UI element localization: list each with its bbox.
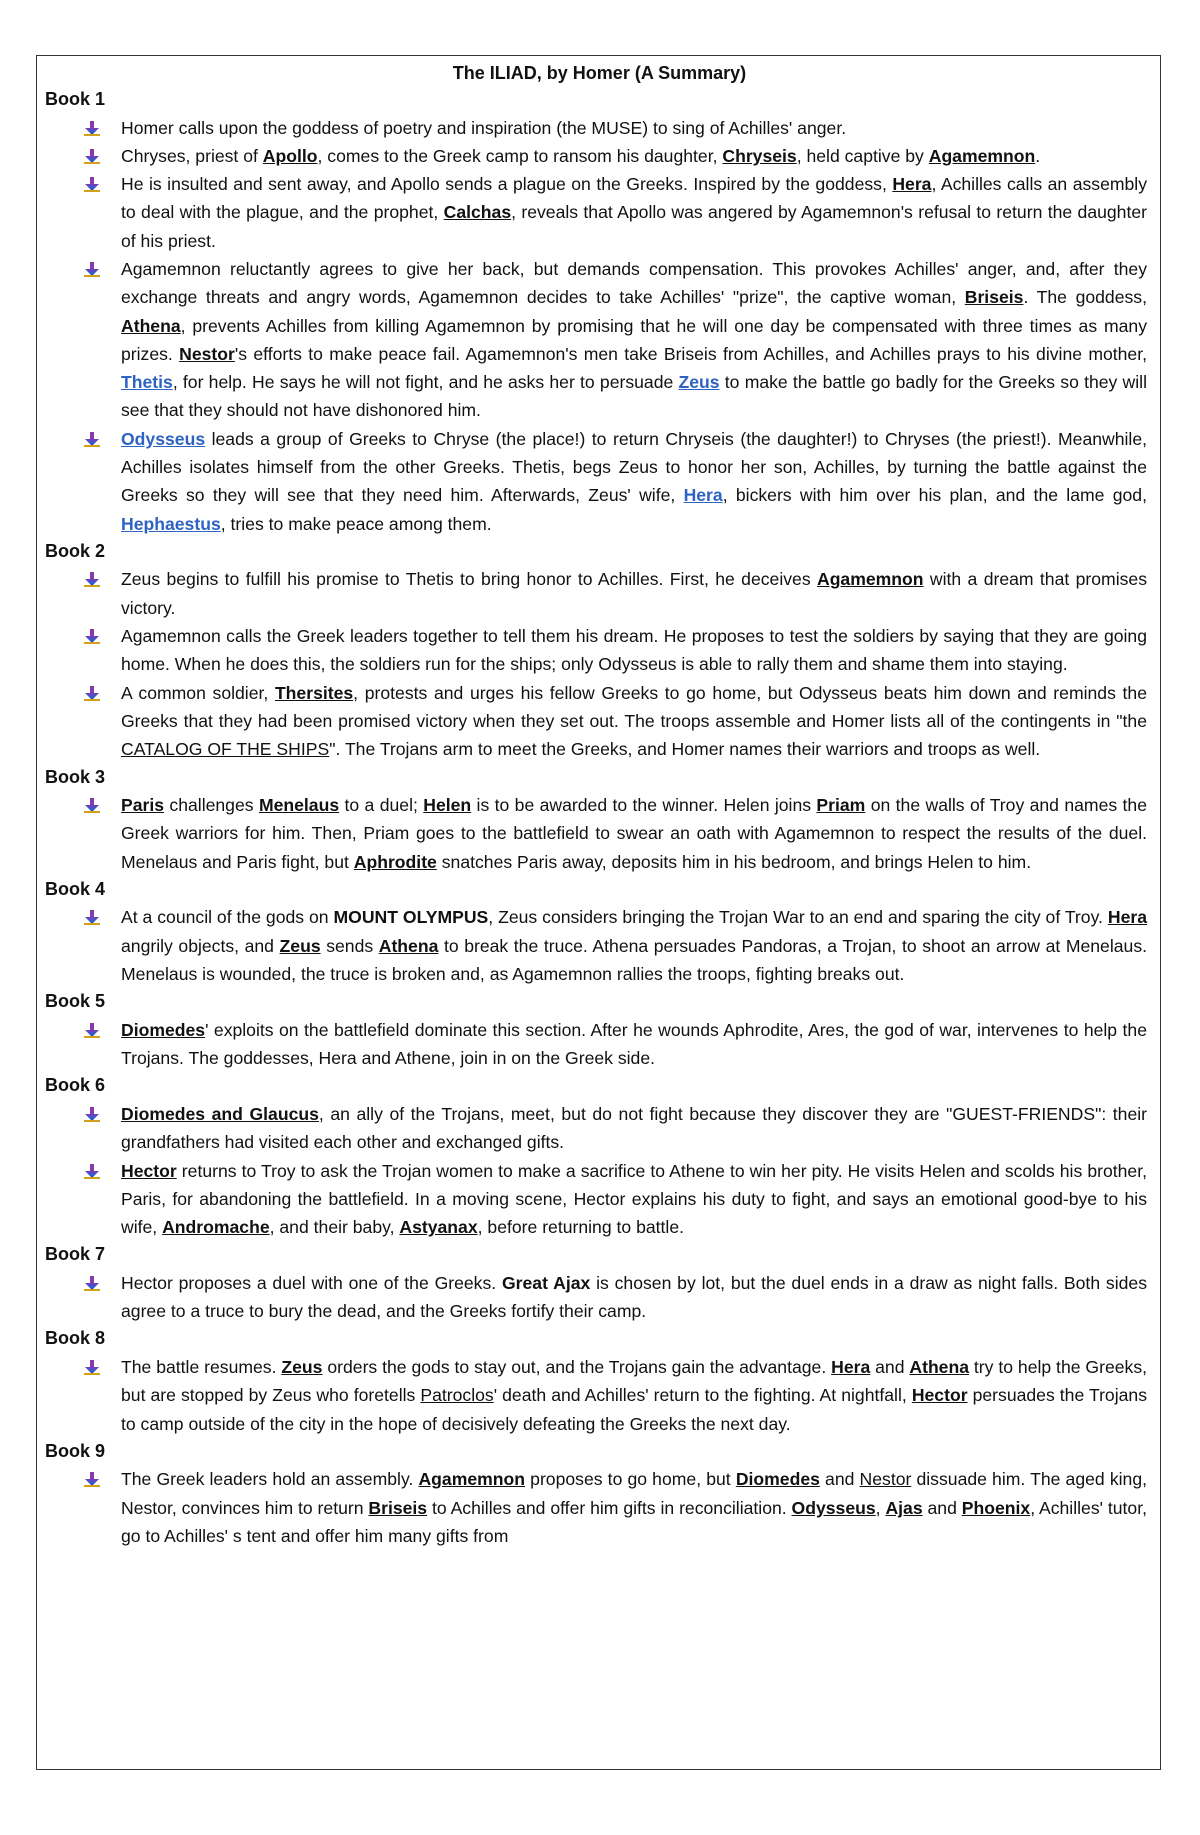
text-run: returns to Troy to ask the Trojan women to make a sacrifice to Athene to win her pity. He visits Helen and scolds his brother, Paris, for abandoning the battlefield. In a moving scene, Hector explains his duty to fight, and says an emotional good-bye to his wife, bbox=[121, 1160, 1147, 1238]
text-run: The Greek leaders hold an assembly. bbox=[121, 1469, 419, 1490]
name-link[interactable]: Zeus bbox=[279, 935, 321, 956]
arrow-down-bullet-icon bbox=[83, 797, 101, 813]
name-link[interactable]: Hector bbox=[911, 1385, 968, 1406]
text-run: and bbox=[922, 1497, 962, 1518]
name-link[interactable]: Agamemnon bbox=[928, 145, 1036, 166]
name-link[interactable]: Diomedes bbox=[735, 1469, 820, 1490]
arrow-down-bullet-icon bbox=[83, 1163, 101, 1179]
arrow-down-bullet-icon bbox=[83, 120, 101, 136]
bullet-item bbox=[45, 1269, 1155, 1326]
name-link[interactable]: Diomedes and Glaucus bbox=[121, 1103, 319, 1124]
text-run: snatches Paris away, deposits him in his bedroom, and brings Helen to him. bbox=[436, 851, 1032, 872]
text-run: on the walls of Troy and names the Greek warriors for him. Then, Priam goes to the battlefield to swear an oath with Agamemnon to respect the results of the duel. Menelaus and Paris fight, but bbox=[121, 795, 1147, 872]
name-link[interactable]: Athena bbox=[378, 935, 439, 956]
text-run: , Zeus considers bringing the Trojan War to an end and sparing the city of Troy. bbox=[488, 907, 1108, 928]
text-run: , bickers with him over his plan, and the lame god, bbox=[722, 485, 1147, 506]
text-run: , bbox=[875, 1497, 886, 1518]
text-run: Agamemnon reluctantly agrees to give her back, but demands compensation. This provokes Achilles' anger, and, after they exchange threats and angry words, Agamemnon decides to take Achilles' "prize", the captive woman, bbox=[121, 258, 1147, 308]
arrow-down-bullet-icon bbox=[83, 261, 101, 277]
book-heading: Book 1 bbox=[45, 89, 106, 109]
text-run: Agamemnon calls the Greek leaders together to tell them his dream. He proposes to test the soldiers by saying that they are going home. When he does this, the soldiers run for the ships; only Odysseus is able to rally them and shame them into staying. bbox=[121, 626, 1147, 675]
bullet-item bbox=[45, 1157, 1155, 1242]
arrow-down-bullet-icon bbox=[83, 148, 101, 164]
name-link[interactable]: Phoenix bbox=[961, 1497, 1031, 1518]
bullet-item bbox=[45, 170, 1155, 255]
name-link[interactable]: Aphrodite bbox=[353, 851, 437, 872]
name-link[interactable]: Hera bbox=[831, 1356, 871, 1377]
text-run: challenges bbox=[164, 795, 259, 816]
name-link[interactable]: Athena bbox=[121, 315, 181, 336]
text-run: to break the truce. Athena persuades Pandoras, a Trojan, to shoot an arrow at Menelaus. Menelaus is wounded, the truce is broken and, as Agamemnon rallies the troops, fighting breaks out. bbox=[121, 935, 1147, 985]
text-run: Great Ajax bbox=[501, 1272, 591, 1293]
arrow-down-bullet-icon bbox=[83, 571, 101, 587]
text-run: try to help the Greeks, but are stopped by Zeus who foretells bbox=[121, 1356, 1147, 1406]
text-run: . bbox=[1035, 145, 1041, 166]
name-link[interactable]: Briseis bbox=[368, 1497, 428, 1518]
name-link[interactable]: Agamemnon bbox=[816, 569, 924, 590]
text-run: . The goddess, bbox=[1023, 287, 1147, 308]
name-link[interactable]: Odysseus bbox=[791, 1497, 876, 1518]
arrow-down-bullet-icon bbox=[83, 1471, 101, 1487]
book-heading: Book 5 bbox=[45, 991, 106, 1012]
text-run: , for help. He says he will not fight, and he asks her to persuade bbox=[172, 372, 679, 393]
text-run: ' death and Achilles' return to the fighting. At nightfall, bbox=[493, 1385, 912, 1406]
name-link[interactable]: Astyanax bbox=[399, 1217, 478, 1238]
book-heading: Book 4 bbox=[45, 878, 106, 899]
name-link[interactable]: Andromache bbox=[162, 1217, 270, 1238]
text-run: and bbox=[870, 1356, 910, 1377]
text-run: , before returning to battle. bbox=[477, 1217, 685, 1238]
text-run: sends bbox=[320, 935, 379, 956]
name-link[interactable]: Priam bbox=[816, 795, 866, 816]
text-run: proposes to go home, but bbox=[525, 1469, 736, 1490]
text-run: 's efforts to make peace fail. Agamemnon's men take Briseis from Achilles, and Achilles prays to his divine mother, bbox=[234, 343, 1147, 364]
text-run: , and their baby, bbox=[269, 1217, 400, 1238]
name-link[interactable]: Athena bbox=[909, 1356, 970, 1377]
text-run: to Achilles and offer him gifts in reconciliation. bbox=[427, 1497, 792, 1518]
arrow-down-bullet-icon bbox=[83, 176, 101, 192]
text-run: Chryses, priest of bbox=[121, 145, 263, 166]
arrow-down-bullet-icon bbox=[83, 628, 101, 644]
name-link[interactable]: Chryseis bbox=[722, 145, 797, 166]
name-link[interactable]: Zeus bbox=[281, 1356, 323, 1377]
name-link[interactable]: Odysseus bbox=[121, 428, 206, 449]
book-heading: Book 8 bbox=[45, 1328, 106, 1349]
text-run: to make the battle go badly for the Greeks so they will see that they should not have dishonored him. bbox=[121, 372, 1147, 421]
bullet-item bbox=[45, 1016, 1155, 1073]
bullet-item bbox=[45, 425, 1155, 538]
name-link[interactable]: Hera bbox=[892, 174, 932, 195]
bullet-item bbox=[45, 791, 1155, 876]
text-run: , an ally of the Trojans, meet, but do not fight because they discover they are "GUEST-FRIENDS": their grandfathers had visited each other and exchanged gifts. bbox=[121, 1103, 1147, 1153]
name-link[interactable]: Hera bbox=[1107, 907, 1147, 928]
text-run: , reveals that Apollo was angered by Agamemnon's refusal to return the daughter of his priest. bbox=[121, 202, 1147, 251]
arrow-down-bullet-icon bbox=[83, 1022, 101, 1038]
name-link[interactable]: Ajas bbox=[885, 1497, 923, 1518]
book-heading: Book 2 bbox=[45, 540, 106, 561]
arrow-down-bullet-icon bbox=[83, 431, 101, 447]
bullet-item bbox=[45, 255, 1155, 425]
document-body bbox=[45, 86, 1155, 1550]
bullet-item bbox=[45, 903, 1155, 988]
text-run: Homer calls upon the goddess of poetry and inspiration (the MUSE) to sing of Achilles' anger. bbox=[121, 117, 847, 138]
name-link[interactable]: Hera bbox=[683, 485, 723, 506]
name-link[interactable]: Hephaestus bbox=[121, 513, 221, 534]
name-link[interactable]: Briseis bbox=[964, 287, 1024, 308]
text-run: , comes to the Greek camp to ransom his daughter, bbox=[317, 145, 723, 166]
name-link[interactable]: Nestor bbox=[859, 1469, 912, 1490]
name-link[interactable]: Menelaus bbox=[258, 795, 340, 816]
text-run: At a council of the gods on bbox=[121, 907, 334, 928]
text-run: with a dream that promises victory. bbox=[121, 569, 1147, 618]
name-link[interactable]: Apollo bbox=[262, 145, 318, 166]
text-run: Zeus begins to fulfill his promise to Thetis to bring honor to Achilles. First, he deceives bbox=[121, 569, 817, 590]
text-run: , Achilles' tutor, go to Achilles' s tent and offer him many gifts from bbox=[121, 1497, 1147, 1546]
name-link[interactable]: Nestor bbox=[179, 343, 235, 364]
text-run: , protests and urges his fellow Greeks to go home, but Odysseus beats him down and reminds the Greeks that they had been promised victory when they set out. The troops assemble and Homer lists all of the contingents in "the bbox=[121, 682, 1147, 731]
text-run: , prevents Achilles from killing Agamemnon by promising that he will one day be compensated with three times as many prizes. bbox=[121, 315, 1147, 364]
text-run: Hector proposes a duel with one of the Greeks. bbox=[121, 1272, 502, 1293]
text-run: to a duel; bbox=[339, 795, 424, 816]
text-run: dissuade him. The aged king, Nestor, convinces him to return bbox=[121, 1469, 1147, 1518]
name-link[interactable]: Zeus bbox=[678, 372, 720, 393]
book-heading: Book 3 bbox=[45, 766, 106, 787]
name-link[interactable]: Patroclos bbox=[420, 1385, 494, 1406]
text-run: A common soldier, bbox=[121, 682, 275, 703]
name-link[interactable]: Thersites bbox=[274, 682, 354, 703]
text-run: , tries to make peace among them. bbox=[220, 513, 492, 534]
text-run: persuades the Trojans to camp outside of the city in the hope of decisively defeating the Greeks the next day. bbox=[121, 1385, 1147, 1434]
name-link[interactable]: Paris bbox=[121, 795, 165, 816]
bullet-item bbox=[45, 565, 1155, 622]
name-link[interactable]: Hector bbox=[121, 1160, 177, 1181]
text-run: and bbox=[819, 1469, 860, 1490]
text-run: orders the gods to stay out, and the Trojans gain the advantage. bbox=[322, 1356, 832, 1377]
text-run: ". The Trojans arm to meet the Greeks, and Homer names their warriors and troops as well. bbox=[329, 739, 1041, 760]
bullet-item bbox=[45, 622, 1155, 679]
bullet-item bbox=[45, 679, 1155, 764]
book-heading: Book 6 bbox=[45, 1075, 106, 1096]
name-link[interactable]: Thetis bbox=[121, 372, 173, 393]
text-run: , held captive by bbox=[796, 145, 929, 166]
arrow-down-bullet-icon bbox=[83, 1106, 101, 1122]
bullet-item bbox=[45, 1100, 1155, 1157]
bullet-item bbox=[45, 1465, 1155, 1550]
name-link[interactable]: Agamemnon bbox=[418, 1469, 526, 1490]
name-link[interactable]: Calchas bbox=[443, 202, 512, 223]
book-heading: Book 7 bbox=[45, 1244, 106, 1265]
text-run: He is insulted and sent away, and Apollo sends a plague on the Greeks. Inspired by the goddess, bbox=[121, 174, 893, 195]
text-run: is chosen by lot, but the duel ends in a draw as night falls. Both sides agree to a truce to bury the dead, and the Greeks fortify their camp. bbox=[121, 1272, 1147, 1322]
document-page bbox=[36, 55, 1161, 1770]
arrow-down-bullet-icon bbox=[83, 1359, 101, 1375]
bullet-item bbox=[45, 114, 1155, 142]
bullet-item bbox=[45, 142, 1155, 170]
text-run: MOUNT OLYMPUS bbox=[333, 907, 489, 928]
text-run: is to be awarded to the winner. Helen joins bbox=[471, 795, 817, 816]
document-title: The ILIAD, by Homer (A Summary) bbox=[452, 63, 747, 83]
text-run: angrily objects, and bbox=[121, 935, 280, 956]
text-run: , Achilles calls an assembly to deal with the plague, and the prophet, bbox=[121, 174, 1148, 223]
arrow-down-bullet-icon bbox=[83, 909, 101, 925]
book-heading: Book 9 bbox=[45, 1440, 106, 1461]
arrow-down-bullet-icon bbox=[83, 1275, 101, 1291]
name-link[interactable]: CATALOG OF THE SHIPS bbox=[121, 739, 330, 760]
text-run: leads a group of Greeks to Chryse (the place!) to return Chryseis (the daughter!) to Chryses (the priest!). Meanwhile, Achilles isolates himself from the other Greeks. Thetis, begs Zeus to honor her son, Achilles, by turning the battle against the Greeks so they will see that they need him. Afterwards, Zeus' wife, bbox=[121, 428, 1147, 506]
arrow-down-bullet-icon bbox=[83, 685, 101, 701]
bullet-item bbox=[45, 1353, 1155, 1438]
name-link[interactable]: Diomedes bbox=[121, 1019, 206, 1040]
text-run: ' exploits on the battlefield dominate this section. After he wounds Aphrodite, Ares, the god of war, intervenes to help the Trojans. The goddesses, Hera and Athene, join in on the Greek side. bbox=[121, 1019, 1147, 1069]
text-run: The battle resumes. bbox=[121, 1356, 282, 1377]
name-link[interactable]: Helen bbox=[423, 795, 472, 816]
